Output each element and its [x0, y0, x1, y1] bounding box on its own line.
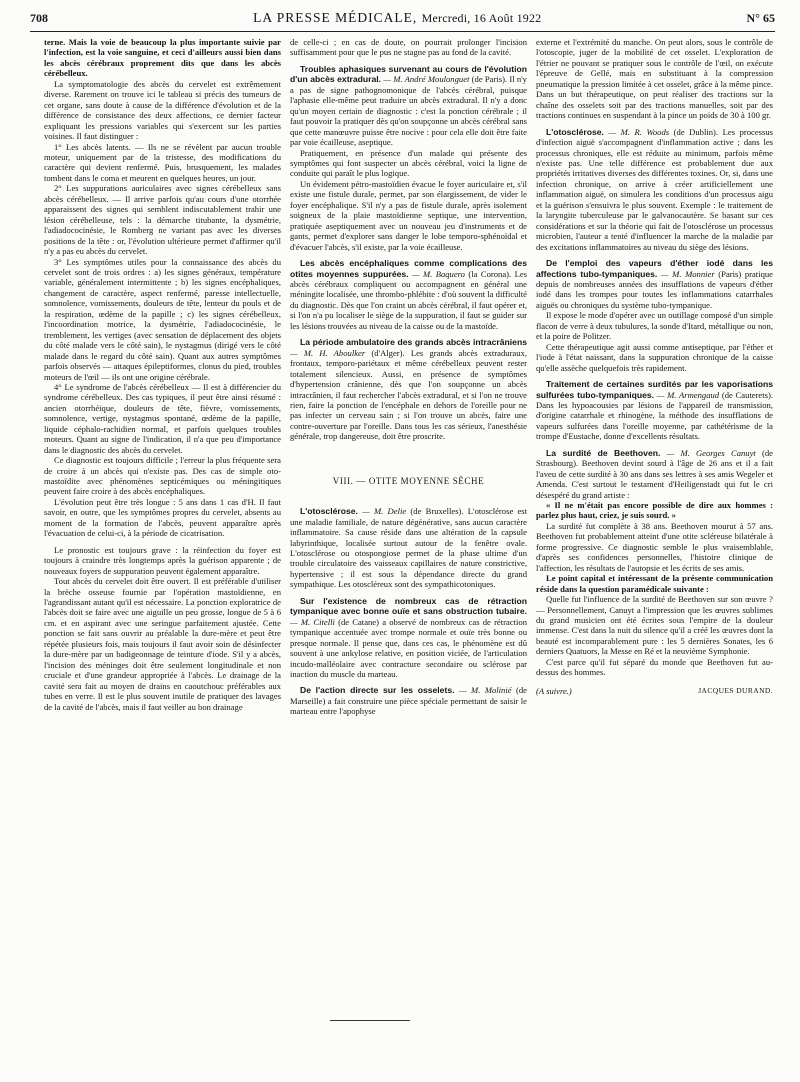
- article-author: — M. Monnier: [660, 268, 715, 279]
- article-title: Les abcès encéphaliques comme complications des otites moyennes suppurées.: [290, 258, 527, 279]
- page-header: [30, 10, 775, 32]
- paragraph: 1° Les abcès latents. — Ils ne se révèlent par aucun trouble moteur, uniquement par de la tristesse, des modifications du caractère qui devient renfermé. Puis, brusquement, les malades tombent dans le coma et meurent en quelques heures, un jour.: [44, 141, 281, 183]
- article-city: (la Corona).: [468, 268, 512, 279]
- header-rule: [30, 31, 775, 32]
- paragraph: Ce diagnostic est toujours difficile ; l'erreur la plus fréquente sera de croire à un abcès qui n'existe pas. Des cas de simple oto-mastoïdite avec phénomènes septicémiques ou méningitiques peuvent faire croire à des abcès encéphaliques.: [44, 455, 281, 497]
- article-author: — M. R. Woods: [608, 126, 670, 137]
- article-moulonguet: [290, 64, 527, 148]
- paragraph: Le pronostic est toujours grave : la réinfection du foyer est toujours à craindre très longtemps après la guérison apparente ; de nouveaux foyers de suppuration peuvent également apparaître.: [44, 544, 281, 576]
- article-woods: [536, 127, 773, 252]
- article-author: — M. Baquero: [411, 268, 465, 279]
- section-heading: VIII. — OTITE MOYENNE SÈCHE: [332, 475, 485, 486]
- paragraph: Cette thérapeutique agit aussi comme antiseptique, par l'éther et l'iode à l'état naissant, dans la suppuration chronique de la caisse qu'elle assèche quelquefois très rapidement.: [536, 341, 773, 373]
- paragraph: L'évolution peut être très longue : 5 ans dans 1 cas d'H. Il faut savoir, en outre, que les symptômes propres du cervelet, absents au moment de la formation de l'abcès, peuvent apparaître après l'évacuation de celui-ci, à la période de cicatrisation.: [44, 496, 281, 539]
- article-text: pratique depuis de nombreuses années des insufflations de vapeurs d'éther iodé dans les trompes pour toutes les inflammations catarrhales aiguës ou chroniques du système tubo-tympanique.: [536, 268, 773, 310]
- article-city: (Paris): [718, 268, 742, 279]
- article-text: Les abcès cérébraux compliquent ou accompagnent en général une méningite localisée, une thrombo-phlébite : d'où souvent la difficulté du diagnostic. Dès que l'on craint un abcès cérébral, il faut opérer et, si l'on n'a pu localiser le siège de la suppuration, il faut se guider sur les lésions trouvées au niveau de la caisse ou de la mastoïde.: [290, 268, 527, 331]
- article-city: (de Cauterets).: [721, 389, 773, 400]
- article-title: De l'action directe sur les osselets.: [300, 685, 455, 696]
- article-title: L'otosclérose.: [300, 506, 358, 517]
- paragraph: Le point capital et intéressant de la présente communication réside dans la question paramédicale suivante :: [536, 573, 773, 594]
- article-city: (d'Alger).: [371, 347, 405, 358]
- footer-rule: [330, 1020, 410, 1021]
- article-text: a fait construire une pièce spéciale permettant de saisir le marteau entre l'apophyse: [290, 695, 527, 717]
- article-title: De l'emploi des vapeurs d'éther iodé dans les affections tubo-tympaniques.: [536, 258, 773, 279]
- paragraph: Tout abcès du cervelet doit être ouvert. Il est préférable d'utiliser la brèche osseuse fournie par l'opération mastoïdienne, en l'agrandissant autant qu'il est nécessaire. La ponction exploratrice de l'abcès doit se faire avec une aiguille un peu grosse, longue de 5 à 6 cm. et en aspirant avec une seringue parfaitement ajustée. Cette ponction se fait sans ouvrir au préalable la dure-mère et peut être répétée plusieurs fois, mais toujours il faut avoir soin de désinfecter la dure-mère par un badigeonnage de teinture d'iode. S'il y a abcès, l'incision des méninges doit être seulement longitudinale et non cruciale et d'une grandeur appropriée à l'abcès. Le drainage de la cavité sera fait au moyen de drains en caoutchouc préférables aux tubes en verre. Il est le plus souvent inutile de pratiquer des lavages de la cavité de l'abcès, mais il faut veiller au bon drainage: [44, 576, 281, 712]
- article-author: — M. Delie: [362, 506, 407, 517]
- article-title: Troubles aphasiques survenant au cours de l'évolution d'un abcès extradural.: [290, 63, 527, 85]
- paragraph: La surdité fut complète à 38 ans. Beethoven mourut à 57 ans. Beethoven fut probablement atteint d'une otite scléreuse bilatérale à forme progressive. Ce diagnostic semble le plus vraisemblable, d'après ses confidences personnelles, l'histoire clinique de l'affection, les résultats de l'autopsie et les écrits de ses amis.: [536, 520, 773, 573]
- paragraph: terne. Mais la voie de beaucoup la plus importante suivie par l'infection, est la voie sanguine, et ceci d'ailleurs aussi bien dans les abcès cérébraux proprement dits que dans les abcès cérébelleux.: [44, 37, 281, 79]
- article-author: — M. Molinié: [458, 685, 512, 696]
- article-title: L'otosclérose.: [546, 126, 604, 137]
- article-text: Beethoven devint sourd à l'âge de 26 ans et il a fait l'aveu de cette surdité à 30 ans dans ses lettres à ses amis Wegeler et Amenda. C'est surtout le testament d'Heiligenstadt qui fut le cri désespéré du grand artiste :: [536, 458, 773, 500]
- article-molinie: [290, 685, 527, 716]
- article-text: L'otosclérose est une maladie familiale, de nature dégénérative, sans aucun caractère inflammatoire. Sa cause réside dans une altération de la capsule labyrinthique, localisée surtout autour de la fenêtre ovale. L'otosclérose ou otospongiose permet de la phase ultime d'un trouble circulatoire des vaisseaux capillaires de nature constrictive, hypertensive ; il est sous la dépendance directe du grand sympathique. Les otoscléreux sont des sympathicotoniques.: [290, 506, 527, 590]
- paragraph: 3° Les symptômes utiles pour la connaissance des abcès du cervelet sont de trois ordres : a) les signes généraux, température variable, généralement intermittente ; b) les signes encéphaliques, changement de caractère, aspect renfermé, paresse intellectuelle, somnolence, vomissements, douleurs de tête, lenteur du pouls et de la respiration, œdème de la papille ; c) les signes cérébelleux, l'incoordination motrice, la dysmétrie, l'adiadococinésie, le tremblement, les vertiges (avec sensation de déplacement des objets du côté malade vers le côté sain), le nystagmus (dirigé vers le côté malade dans le regard du côté sain). Quant aux autres symptômes parfois observés — attaques épileptiformes, clonus du pied, troubles moteurs de l'œil — ils ont une origine cérébrale.: [44, 256, 281, 382]
- issue-date: Mercredi, 16 Août 1922: [421, 11, 542, 25]
- paragraph: La symptomatologie des abcès du cervelet est extrêmement diverse. Rarement on trouve ici le tableau si précis des tumeurs de cet organe, sans doute à cause de la différence d'évolution et de la différence de consistance des deux affections, ce dernier facteur expliquant les pressions variables qui s'exercent sur les parties voisines. Il faut distinguer :: [44, 78, 281, 142]
- article-canuyt: [536, 448, 773, 500]
- journal-title: [253, 10, 541, 26]
- article-author: — M. Citelli: [290, 616, 335, 627]
- article-armengaud: [536, 379, 773, 442]
- article-title: Traitement de certaines surdités par les vaporisations sulfurées tubo-tympaniques.: [536, 379, 773, 400]
- article-author: — M. Armengaud: [656, 389, 720, 400]
- article-text: a observé de nombreux cas de rétraction tympanique accentuée avec trompe normale et ouïe très bonne ou presque normale. Il pense que, dans ces cas, le phénomène est dû souvent à une ankylose relative, en position viciée, de l'articulation incudo-malléolaire avec contracture secondaire ou sclérose par inaction du muscle du marteau.: [290, 616, 527, 680]
- article-text: Les processus d'infection aiguë s'accompagnent d'inflammation active ; dans les processus chroniques, elle est réduite au minimum, parfois même n'existe pas. Une telle différence est probablement due aux propriétés irritatives diverses des différentes toxines. Or, si, dans une infection chronique, on arrive à créer artificiellement une inflammation aiguë, on simulera les conditions d'un processus aigu et la guérison s'ensuivra le plus souvent. Exemple : le traitement de la laryngite tuberculeuse par le galvanocautère. Se basant sur ces considérations et sur la théorie qui fait de l'otosclérose un processus microbien, l'auteur a tenté d'influencer la marche de la maladie par des excitations inflammatoires au niveau du siège des lésions.: [536, 126, 773, 252]
- paragraph: externe et l'extrémité du manche. On peut alors, sous le contrôle de l'otoscopie, juger de la mobilité de cet osselet. L'exploration de l'étrier ne pouvant se pratiquer sous le contrôle de l'œil, on exécute l'épreuve de Gellé, mais en substituant à la compression pneumatique la pression limitée à cet osselet, grâce à la même pince. Dans un but thérapeutique, on peut réaliser des tractions sur la chaîne des osselets soit par des tractions manuelles, soit par des tractions continues en suspendant à la pince un poids de 30 à 100 gr.: [536, 37, 773, 121]
- article-city: (de Marseille): [290, 685, 527, 706]
- page-number: 708: [30, 11, 48, 25]
- article-citelli: [290, 596, 527, 680]
- article-aboulker: [290, 337, 527, 442]
- column-1: [44, 37, 281, 1037]
- article-city: (de Dublin).: [673, 126, 719, 137]
- journal-name: LA PRESSE MÉDICALE,: [253, 10, 418, 25]
- paragraph: Il expose le mode d'opérer avec un outillage composé d'un simple flacon de verre à deux tubulures, la sonde d'Itard, métallique ou non, et la poire de Politzer.: [536, 310, 773, 342]
- article-title: Sur l'existence de nombreux cas de rétraction tympanique avec bonne ouïe et sans obstruction tubaire.: [290, 595, 527, 617]
- article-baquero: [290, 258, 527, 331]
- signature-line: [536, 686, 773, 696]
- paragraph: 2° Les suppurations auriculaires avec signes cérébelleux sans abcès cérébelleux. — Il arrive parfois qu'au cours d'une otorrhée apparaissent des signes qui semblent indiscutablement trahir une lésion cérébelleuse, tels : la démarche titubante, la dysmétrie, l'adiadococinésie, le Romberg ne variant pas avec les diverses positions de la tête : or, l'évolution ultérieure permet d'affirmer qu'il n'y a pas eu abcès du cervelet.: [44, 183, 281, 257]
- article-author: — M. H. Aboulker: [290, 347, 366, 358]
- article-city: (de Paris).: [471, 74, 508, 85]
- article-delie: [290, 506, 527, 590]
- article-title: La période ambulatoire des grands abcès intracrâniens: [300, 337, 527, 348]
- paragraph: de celle-ci ; en cas de doute, on pourrait prolonger l'incision suffisamment pour que le pus ne stagne pas au fond de la cavité.: [290, 37, 527, 58]
- article-city: (de Catane): [338, 616, 379, 627]
- article-text: Il n'y a pas de signe pathognomonique de l'abcès cérébral, puisque l'aphasie elle-même peut traduire un abcès extradural. Il n'y a donc qu'un moyen certain de diagnostic : c'est la ponction cérébrale ; il faut pouvoir la pratiquer dès qu'on soupçonne un abcès cérébral sans que cette manœuvre puisse être nocive : pour cela elle doit être faite par voie écailleuse, aseptique.: [290, 74, 527, 148]
- article-title: La surdité de Beethoven.: [546, 447, 661, 458]
- to-follow: (A suivre.): [536, 685, 572, 696]
- article-text: Les grands abcès extraduraux, frontaux, temporo-pariétaux et même cérébelleux peuvent rester totalement silencieux. Aussi, en présence de symptômes d'hypertension crânienne, dès que l'on soupçonne un abcès intracrânien, il faut rechercher l'abcès extradural, et si l'on ne trouve rien, faire la ponction de l'encéphale en dehors de l'oreille pour ne pas infecter un cerveau sain ; si l'on trouve un abcès, faire une contre-ouverture par l'oreille. Dans tous les cas sérieux, l'anesthésie générale, trop dangereuse, doit être proscrite.: [290, 347, 527, 442]
- article-city: (de Bruxelles).: [410, 506, 464, 517]
- paragraph: C'est parce qu'il fut séparé du monde que Beethoven fut au-dessus des hommes.: [536, 656, 773, 678]
- column-3: [536, 37, 773, 1037]
- article-city: (de Strasbourg).: [536, 447, 773, 469]
- paragraph: 4° Le syndrome de l'abcès cérébelleux — Il est à différencier du syndrome cérébelleux. Des cas typiques, il peut être ainsi résumé : ancien otorrhéique, douleurs de tête, fièvre, vomissements, somnolence, vertige, nystagmus spontané, œdème de la papille, liquide céphalo-rachidien normal, et parfois quelques troubles moteurs. Quant au signe de l'indication, il n'a que peu d'importance dans le diagnostic des abcès du cervelet.: [44, 381, 281, 455]
- article-monnier: [536, 258, 773, 310]
- article-text: Dans les hypoacousies par lésions de l'appareil de transmission, d'origine catarrhale et rhinogène, la méthode des insufflations de vapeurs sulfurées dans l'oreille moyenne, par cathétérisme de la trompe d'Eustache, donne d'excellents résultats.: [536, 399, 773, 442]
- article-author: — M. André Moulonguet: [383, 74, 470, 85]
- paragraph: Un évidement pétro-mastoïdien évacue le foyer auriculaire et, s'il existe une fistule durale, permet, par son élargissement, de vider le foyer encéphalique. S'il n'y a pas de fistule durale, après isolement soigneux de la plaie mastoïdienne septique, une intervention, pratiquée aseptiquement avec un nouveau jeu d'instruments et de gants, permet d'explorer sans danger le lobe temporo-sphénoïdal et d'évacuer l'abcès, s'il existe, par la voie écailleuse.: [290, 178, 527, 252]
- author-signature: JACQUES DURAND.: [698, 685, 773, 695]
- issue-number: N° 65: [746, 11, 775, 25]
- column-2: [290, 37, 527, 1037]
- article-author: — M. Georges Canuyt: [666, 447, 756, 458]
- paragraph: Pratiquement, en présence d'un malade qui présente des symptômes qui font suspecter un abcès cérébral, voici la ligne de conduite qui paraît le plus logique.: [290, 147, 527, 179]
- paragraph: Quelle fut l'influence de la surdité de Beethoven sur son œuvre ? — Personnellement, Canuyt a l'impression que les œuvres sublimes du grand musicien ont été écrites sous l'empire de la douleur immense. C'est dans la nuit du silence qu'il a créé les œuvres dont la beauté est incomparablement pure : les 5 dernières Sonates, les 6 derniers Quatuors, la Messe en Ré et la neuvième Symphonie.: [536, 594, 773, 657]
- quotation: « Il ne m'était pas encore possible de dire aux hommes : parlez plus haut, criez, je suis sourd. »: [536, 500, 773, 521]
